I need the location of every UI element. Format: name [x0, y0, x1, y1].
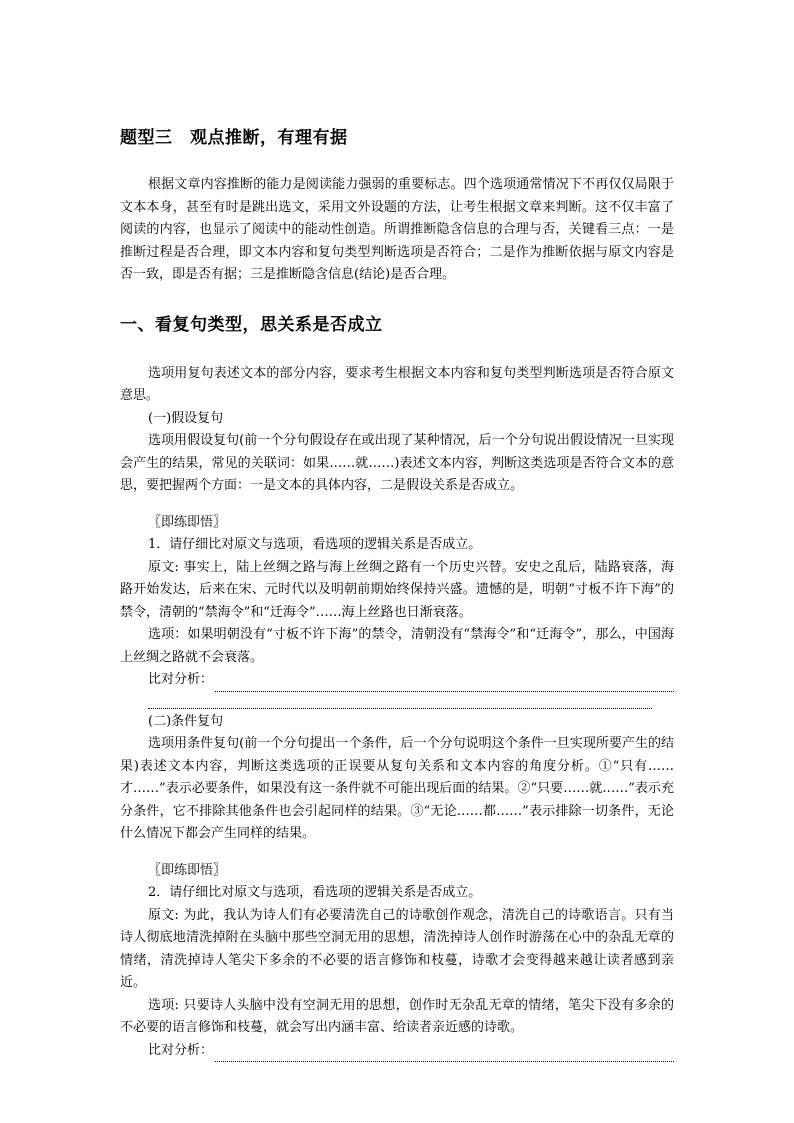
subsection-label-condition: (二)条件复句: [148, 713, 224, 729]
analysis-answer-line[interactable]: [120, 1040, 674, 1063]
intro-paragraph: 根据文章内容推断的能力是阅读能力强弱的重要标志。四个选项通常情况下不再仅仅局限于文本本身，甚至有时是跳出选文，采用文外设题的方法，让考生根据文章来判断。这不仅丰富了阅读的内容，也显示了阅读中的能动性创造。所谓推断隐含信息的合理与否，关键看三点：一是推断过程是否合理，即文本内容和复句类型判断选项是否符合；二是作为推断依据与原文内容是否一致，即是否有据；三是推断隐含信息(结论)是否合理。: [120, 177, 674, 282]
section-heading: 一、看复句类型，思关系是否成立: [120, 314, 383, 335]
practice-option-text: 选项：如果明朝没有“寸板不许下海”的禁令，清朝没有“禁海令”和“迁海令”，那么，中国海上丝绸之路就不会衰落。: [120, 627, 674, 665]
analysis-answer-line[interactable]: [120, 669, 674, 692]
page-title: 题型三 观点推断，有理有据: [120, 128, 348, 148]
answer-continuation-line[interactable]: [148, 692, 652, 709]
section-intro: 选项用复句表述文本的部分内容，要求考生根据文本内容和复句类型判断选项是否符合原文意思。: [120, 365, 674, 403]
document-page: [120, 126, 674, 1062]
analysis-label: 比对分析：: [148, 672, 214, 687]
subsection-body-condition: 选项用条件复句(前一个分句提出一个条件，后一个分句说明这个条件一旦实现所要产生的结果)表述文本内容，判断这类选项的正误要从复句关系和文本内容的角度分析。①“只有……才……”表示必要条件，如果没有这一条件就不可能出现后面的结果。②“只要……就……”表示充分条件，它不排除其他条件也会引起同样的结果。③“无论……都……”表示排除一切条件，无论什么情况下都会产生同样的结果。: [120, 736, 674, 841]
practice-question: 1．请仔细比对原文与选项，看选项的逻辑关系是否成立。: [148, 537, 482, 552]
answer-fill-line[interactable]: [215, 676, 674, 692]
analysis-label: 比对分析：: [148, 1042, 214, 1058]
practice-original-text: 原文: 事实上，陆上丝绸之路与海上丝绸之路有一个历史兴替。安史之乱后，陆路衰落，海路开始发达，后来在宋、元时代以及明朝前期始终保持兴盛。遗憾的是，明朝“寸板不许下海”的禁令，清朝的“禁海令”和“迁海令”……海上丝路也日渐衰落。: [120, 559, 674, 620]
practice-question: 2．请仔细比对原文与选项，看选项的逻辑关系是否成立。: [148, 885, 482, 900]
practice-original-text: 原文: 为此，我认为诗人们有必要清洗自己的诗歌创作观念，清洗自己的诗歌语言。只有当诗人彻底地清洗掉附在头脑中那些空洞无用的思想，清洗掉诗人创作时游荡在心中的杂乱无章的情绪，清洗掉诗人笔尖下多余的不必要的语言修饰和枝蔓，诗歌才会变得越来越让读者感到亲近。: [120, 907, 674, 990]
practice-header: 〖即练即悟〗: [148, 514, 227, 530]
practice-option-text: 选项: 只要诗人头脑中没有空洞无用的思想，创作时无杂乱无章的情绪，笔尖下没有多余的不必要的语言修饰和枝蔓，就会写出内涵丰富、给读者亲近感的诗歌。: [120, 997, 674, 1035]
answer-fill-line[interactable]: [215, 1046, 674, 1062]
subsection-label-hypothesis: (一)假设复句: [148, 410, 224, 426]
subsection-body-hypothesis: 选项用假设复句(前一个分句假设存在或出现了某种情况，后一个分句说出假设情况一旦实现会产生的结果，常见的关联词：如果……就……)表述文本内容，判断这类选项是否符合文本的意思，要把握两个方面：一是文本的具体内容，二是假设关系是否成立。: [120, 433, 674, 493]
practice-header: 〖即练即悟〗: [148, 862, 227, 878]
